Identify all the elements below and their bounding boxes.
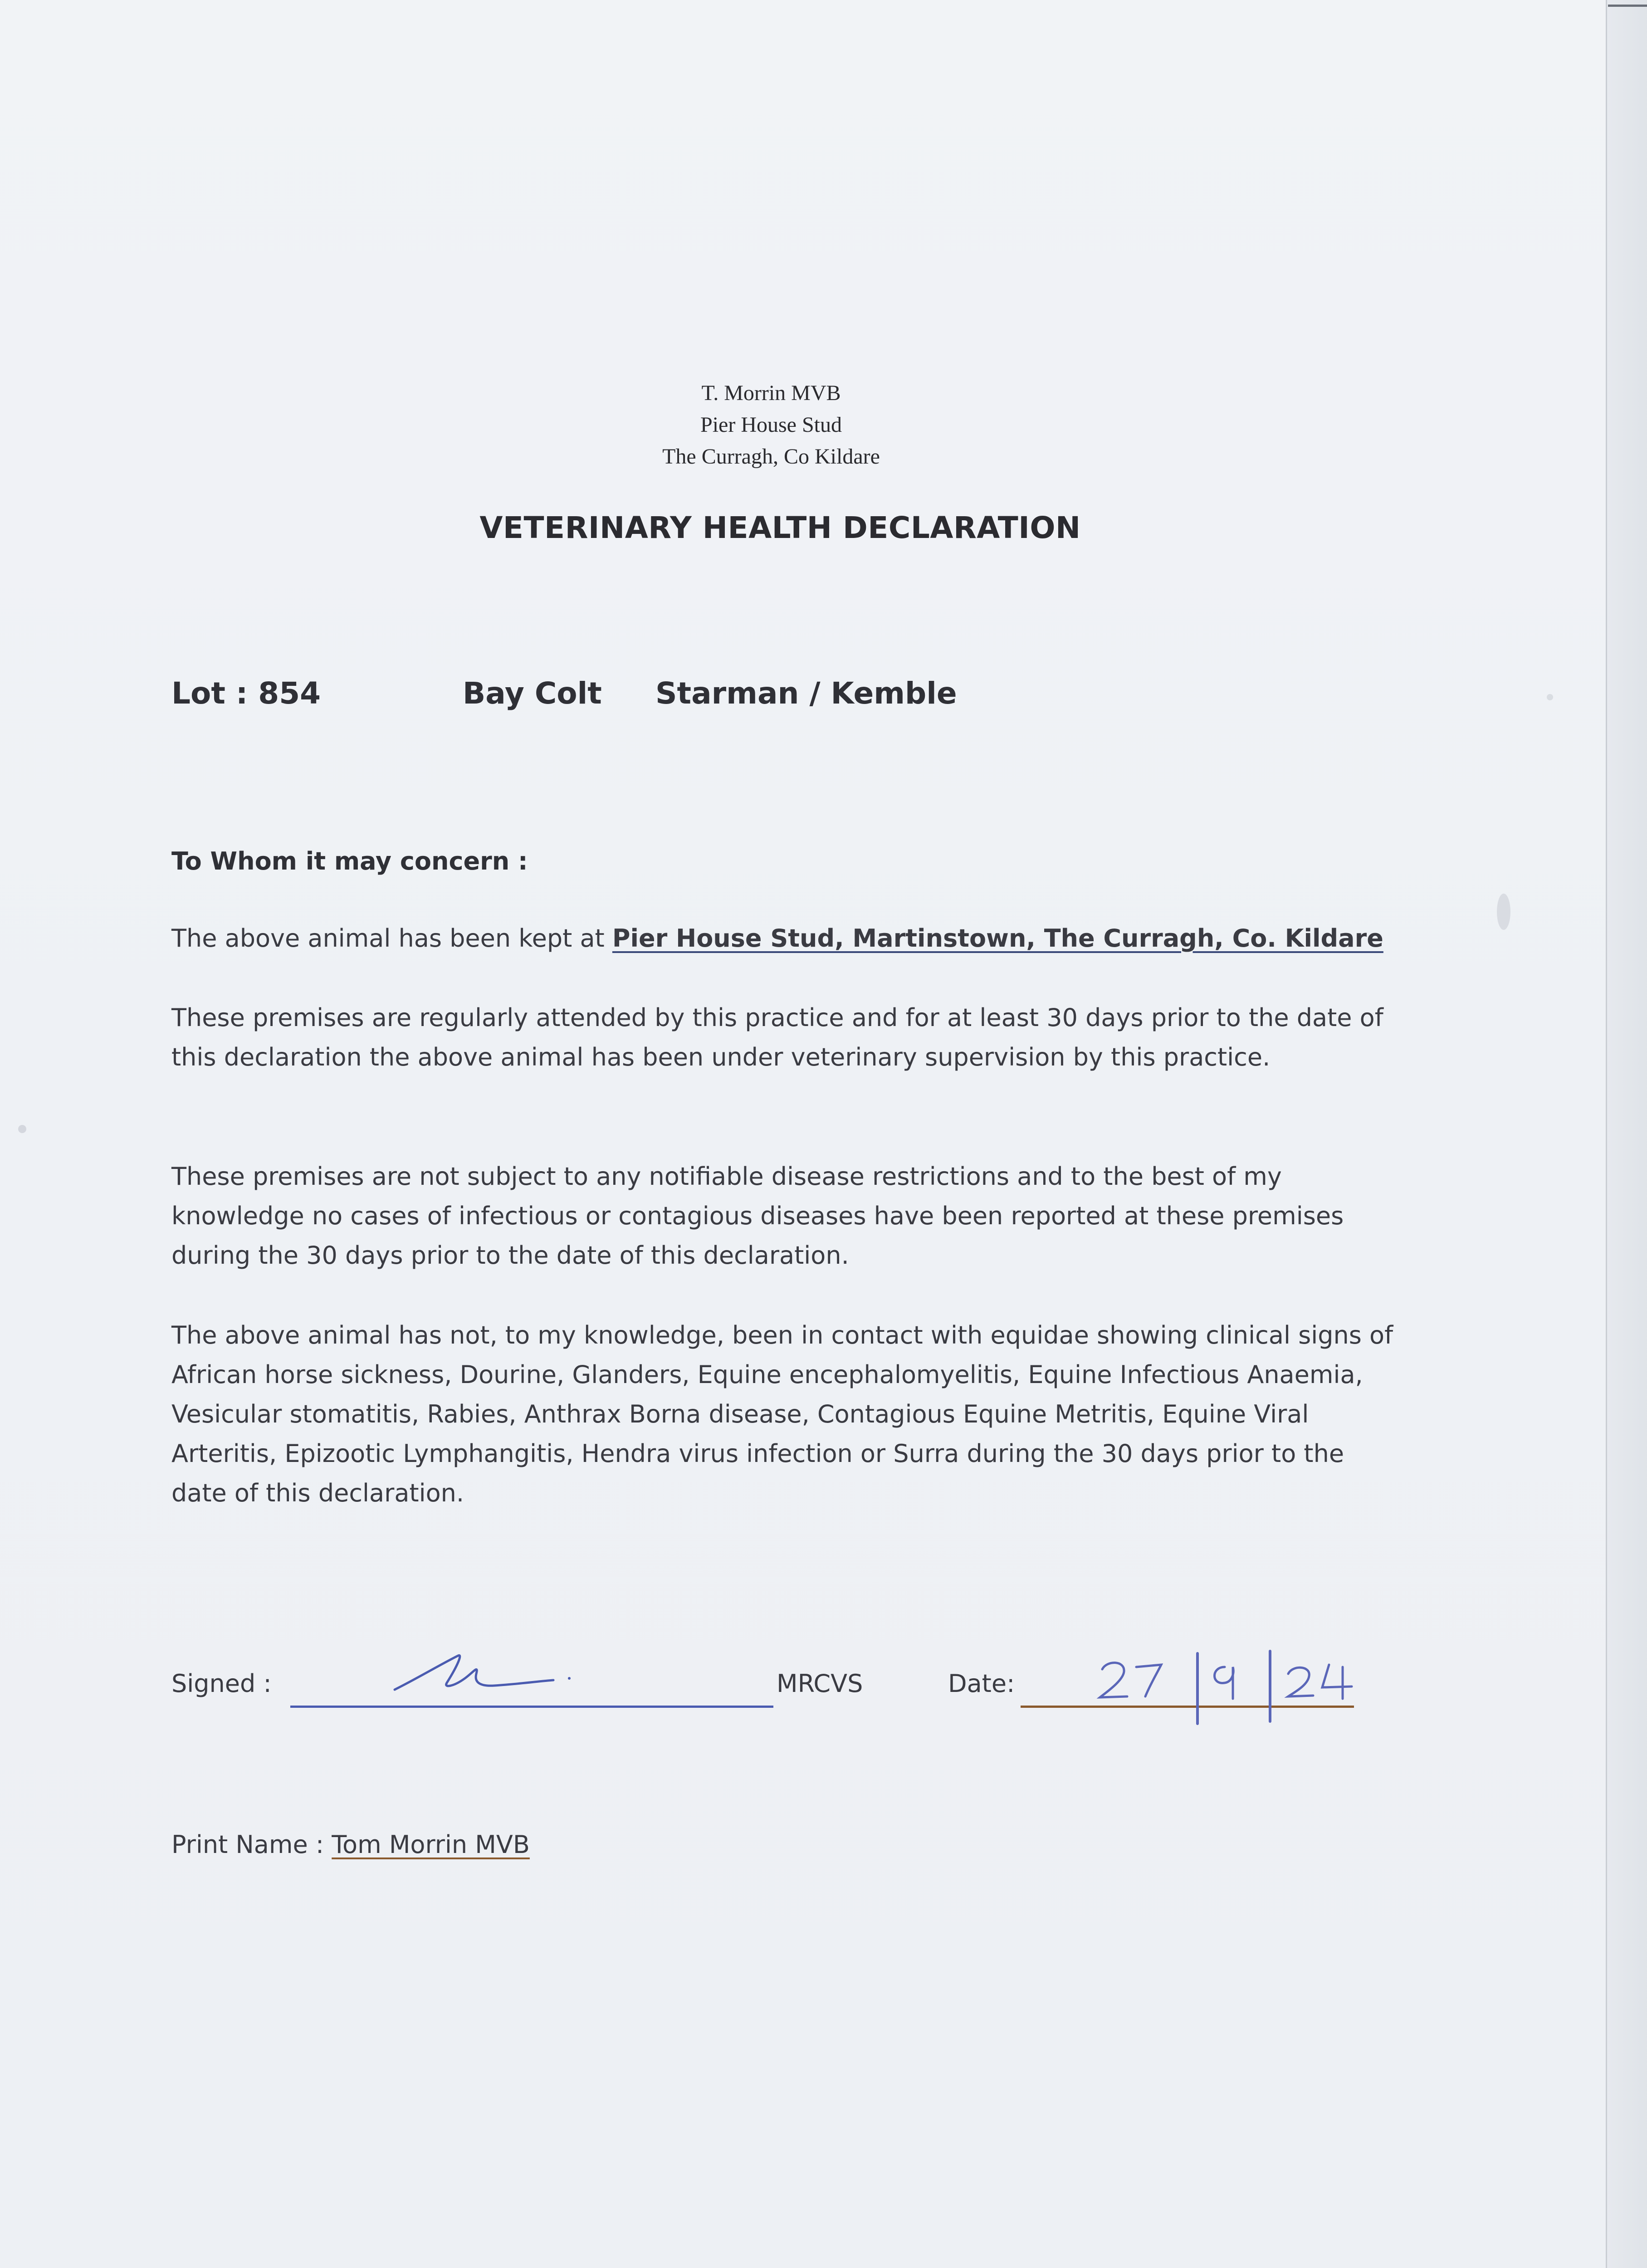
lot-number: Lot : 854 — [171, 676, 321, 711]
letterhead — [590, 377, 953, 473]
paragraph-disease-restrictions: These premises are not subject to any notifiable disease restrictions and to the best of my knowledge no cases of infectious or contagious diseases have been reported at these premises during the 30 days prior to the date of this declaration. — [171, 1162, 1344, 1270]
lot-details — [0, 676, 1542, 721]
signed-label: Signed : — [171, 1669, 272, 1698]
print-name-label: Print Name : — [171, 1830, 332, 1859]
print-name-value: Tom Morrin MVB — [332, 1830, 530, 1859]
salutation: To Whom it may concern : — [171, 847, 528, 875]
handwritten-signature-icon — [390, 1647, 608, 1696]
page-edge-shadow — [1606, 0, 1647, 2268]
document-title: VETERINARY HEALTH DECLARATION — [479, 510, 1081, 545]
scan-artifact — [1497, 894, 1510, 930]
date-label: Date: — [948, 1669, 1015, 1698]
scan-artifact — [18, 1125, 26, 1133]
lot-description: Bay Colt — [463, 676, 602, 711]
paragraph-premises — [171, 919, 1396, 958]
mrcvs-label: MRCVS — [777, 1669, 863, 1698]
paragraph-contact-declaration: The above animal has not, to my knowledge, been in contact with equidae showing clinical signs of African horse sickness, Dourine, Glanders, Equine encephalomyelitis, Equine Infectious Anaemia, Vesicular stomatitis, Rabies, Anthrax Borna disease, Contagious Equine Metritis, Equine Viral Arteritis, Epizootic Lymphangitis, Hendra virus infection or Surra during the 30 days prior to the date of this declaration. — [171, 1321, 1393, 1507]
letterhead-location: The Curragh, Co Kildare — [662, 445, 880, 469]
lot-pedigree: Starman / Kemble — [655, 676, 957, 711]
handwritten-date-icon — [1089, 1647, 1370, 1726]
letterhead-stud: Pier House Stud — [700, 413, 842, 437]
premises-address: Pier House Stud, Martinstown, The Curragh, Co. Kildare — [612, 924, 1383, 953]
letterhead-name: T. Morrin MVB — [701, 381, 841, 405]
scan-artifact — [1547, 694, 1553, 700]
premises-prefix: The above animal has been kept at — [171, 924, 612, 953]
corner-mark — [1608, 5, 1647, 7]
paragraph-supervision: These premises are regularly attended by this practice and for at least 30 days prior to the date of this declaration the above animal has been under veterinary supervision by this practice. — [171, 1003, 1383, 1071]
print-name — [171, 1830, 530, 1859]
signature-row — [0, 1647, 1542, 1728]
signature-line — [290, 1706, 773, 1708]
